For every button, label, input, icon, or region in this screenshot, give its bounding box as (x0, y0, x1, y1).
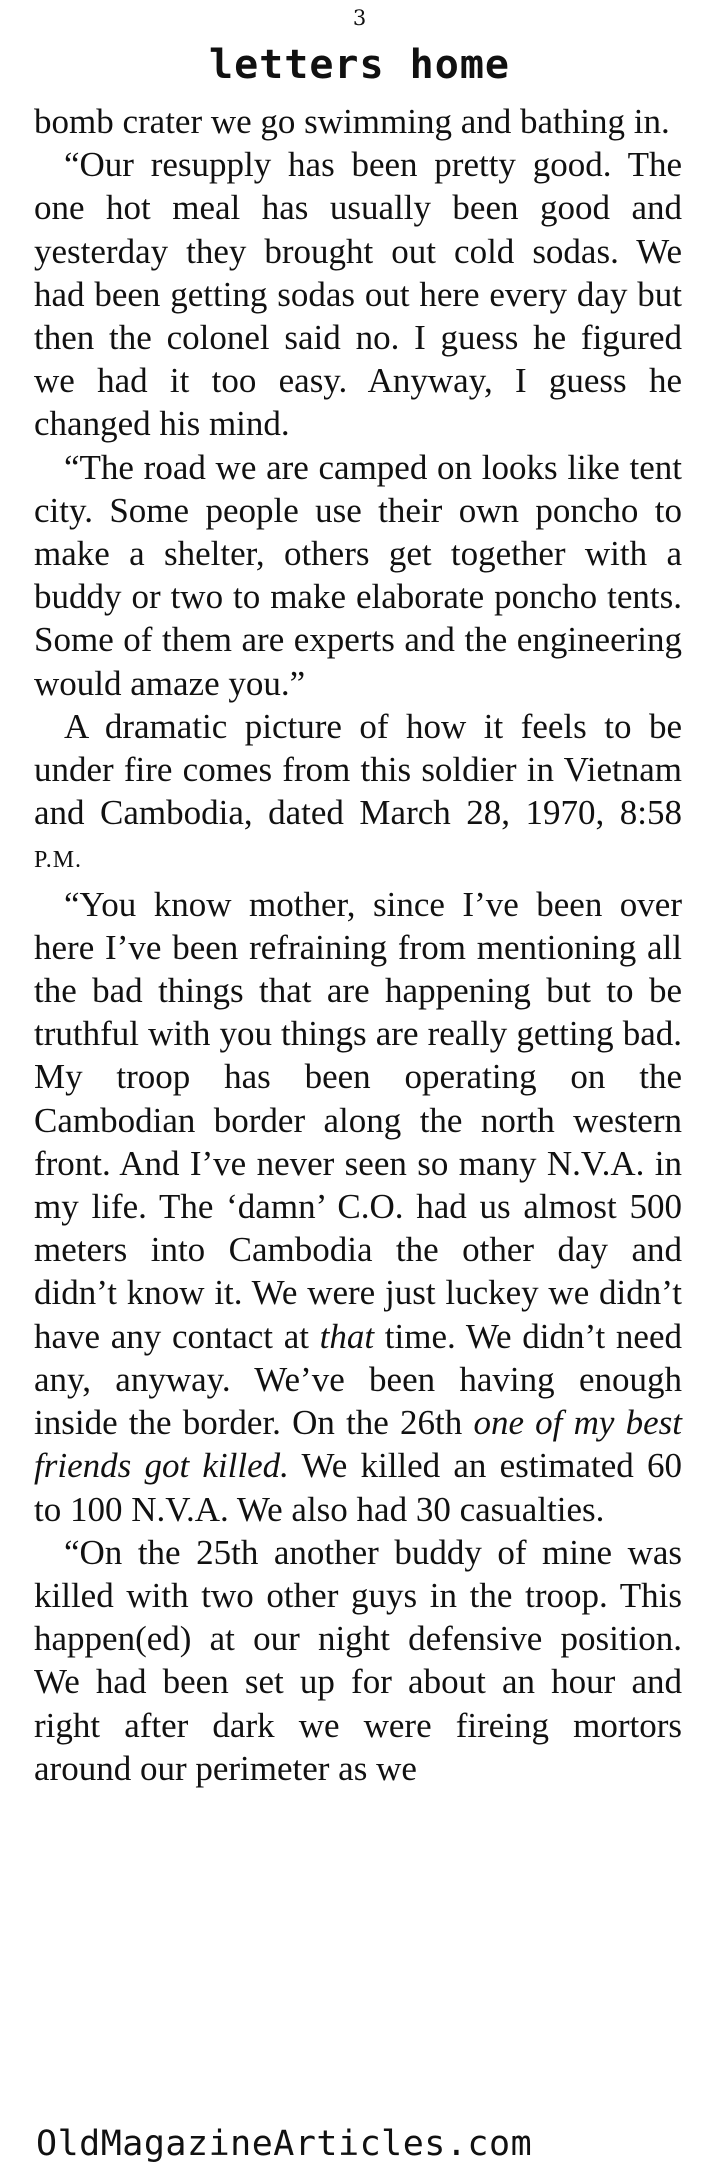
section-header: letters home (209, 42, 510, 88)
paragraph-text: time. We didn’t need any, anyway. We’ve been having enough inside the border. On the 26th (34, 1316, 682, 1443)
paragraph-text: “Our resupply has been pretty good. The one hot meal has usually been good and yesterday they brought out cold sodas. We had been getting sodas out here every day but then the colonel said no. I guess he figured we had it too easy. Anyway, I guess he changed his mind. (34, 145, 682, 444)
paragraph-text: “You know mother, since I’ve been over here I’ve been refraining from mentioning all the bad things that are happening but to be truthful with you things are really getting bad. My troop has been operating on the Cambodian border along the north western front. And I’ve never seen so many N.V.A. in my life. The ‘damn’ C.O. had us almost 500 meters into Cambodia the other day and didn’t know it. We were just luckey we didn’t have any contact at (34, 884, 682, 1356)
article-paragraph (34, 100, 682, 143)
article-body (34, 100, 682, 1790)
paragraph-text: “The road we are camped on looks like tent city. Some people use their own poncho to make a shelter, others get together with a buddy or two to make elaborate poncho tents. Some of them are experts and the engineering would amaze you.” (34, 447, 682, 703)
footer-watermark: OldMagazineArticles.com (36, 2124, 533, 2164)
page-number: 3 (352, 6, 367, 30)
article-paragraph (34, 446, 682, 705)
article-paragraph (34, 883, 682, 1531)
paragraph-text: We killed an estimated 60 to 100 N.V.A. We also had 30 casualties. (34, 1446, 682, 1529)
article-paragraph (34, 1531, 682, 1790)
article-paragraph (34, 705, 682, 883)
paragraph-text: A dramatic picture of how it feels to be under fire comes from this soldier in Vietnam and Cambodia, dated March 28, 1970, 8:58 (34, 706, 682, 833)
paragraph-text: P.M. (34, 847, 83, 874)
paragraph-text: “On the 25th another buddy of mine was killed with two other guys in the troop. This happen(ed) at our night defensive position. We had been set up for about an hour and right after dark we were fireing mortors around our perimeter as we (34, 1532, 682, 1788)
emphasis-text: that (319, 1316, 375, 1356)
article-paragraph (34, 143, 682, 445)
paragraph-text: bomb crater we go swimming and bathing in. (34, 102, 670, 141)
emphasis-text: one of my best friends got killed. (34, 1403, 682, 1486)
